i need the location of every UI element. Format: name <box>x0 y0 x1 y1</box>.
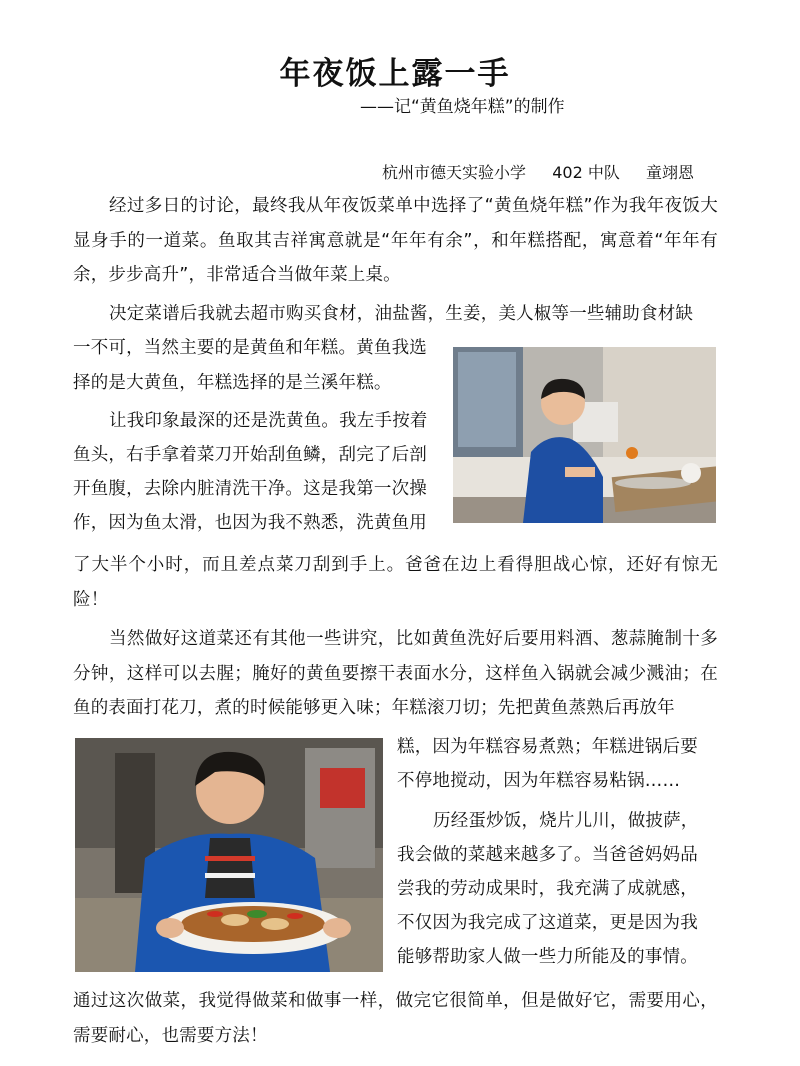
paragraph-5-line-4: 不仅因为我完成了这道菜，更是因为我 <box>397 913 698 933</box>
paragraph-5-line-5: 能够帮助家人做一些力所能及的事情。 <box>397 947 698 967</box>
paragraph-3-line-4: 作，因为鱼太滑，也因为我不熟悉，洗黄鱼用 <box>73 513 427 533</box>
article-subtitle: ——记“黄鱼烧年糕”的制作 <box>360 97 565 117</box>
byline-author: 童翊恩 <box>646 163 695 182</box>
paragraph-2-line-2: 一不可，当然主要的是黄鱼和年糕。黄鱼我选 <box>73 338 427 358</box>
article-title: 年夜饭上露一手 <box>279 56 511 92</box>
paragraph-3-line-2: 鱼头，右手拿着菜刀开始刮鱼鳞，刮完了后剖 <box>73 445 427 465</box>
paragraph-5-line-3: 尝我的劳动成果时，我充满了成就感， <box>397 879 698 899</box>
paragraph-4: 当然做好这道菜还有其他一些讲究，比如黄鱼洗好后要用料酒、葱蒜腌制十多分钟，这样可以去腥；腌好的黄鱼要擦干表面水分，这样鱼入锅就会减少溅油；在鱼的表面打花刀，煮的时候能够更入味；年糕滚刀切；先把黄鱼蒸熟后再放年 <box>73 629 718 718</box>
paragraph-3-rest: 了大半个小时，而且差点菜刀刮到手上。爸爸在边上看得胆战心惊，还好有惊无险！ <box>73 555 718 610</box>
paragraph-1: 经过多日的讨论，最终我从年夜饭菜单中选择了“黄鱼烧年糕”作为我年夜饭大显身手的一道菜。鱼取其吉祥寓意就是“年年有余”，和年糕搭配，寓意着“年年有余，步步高升”，非常适合当做年菜上桌。 <box>73 196 718 285</box>
byline-school: 杭州市德天实验小学 <box>382 163 527 182</box>
paragraph-5-line-1: 历经蛋炒饭，烧片儿川，做披萨， <box>433 811 699 831</box>
paragraph-4-line-6: 不停地搅动，因为年糕容易粘锅…… <box>397 771 681 791</box>
paragraph-5-rest: 通过这次做菜，我觉得做菜和做事一样，做完它很简单，但是做好它，需要用心，需要耐心，也需要方法！ <box>73 991 718 1046</box>
paragraph-3-line-3: 开鱼腹，去除内脏清洗干净。这是我第一次操 <box>73 479 427 499</box>
paragraph-4-line-5: 糕，因为年糕容易煮熟；年糕进锅后要 <box>397 737 698 757</box>
paragraph-2-line-1: 决定菜谱后我就去超市购买食材，油盐酱，生姜，美人椒等一些辅助食材缺 <box>109 304 694 324</box>
byline <box>382 160 694 183</box>
photo-boy-holding-dish <box>75 738 383 972</box>
paragraph-5-line-2: 我会做的菜越来越多了。当爸爸妈妈品 <box>397 845 698 865</box>
paragraph-3-line-1: 让我印象最深的还是洗黄鱼。我左手按着 <box>109 411 428 431</box>
photo-boy-cleaning-fish <box>453 347 716 523</box>
byline-class: 402 中队 <box>552 163 620 182</box>
paragraph-2-line-3: 择的是大黄鱼，年糕选择的是兰溪年糕。 <box>73 373 392 393</box>
